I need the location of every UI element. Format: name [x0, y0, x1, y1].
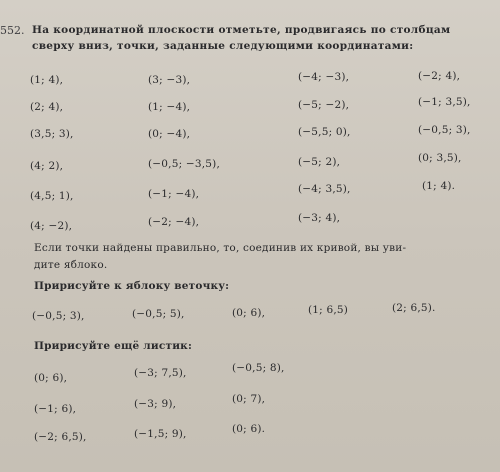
coord-c1-r5: (4,5; 1),: [30, 190, 74, 202]
coord-c4-r2: (−1; 3,5),: [418, 96, 471, 108]
coord-c1-r1: (1; 4),: [30, 74, 64, 86]
coord-c2-r1: (3; −3),: [148, 74, 191, 86]
leaf-c3-r2: (0; 7),: [232, 393, 266, 405]
coord-c2-r4: (−0,5; −3,5),: [148, 158, 220, 170]
coord-c1-r3: (3,5; 3),: [30, 128, 74, 140]
branch-heading: Пририсуйте к яблоку веточку:: [34, 280, 230, 292]
coord-c3-r1: (−4; −3),: [298, 71, 350, 83]
coord-c4-r1: (−2; 4),: [418, 70, 461, 82]
leaf-c2-r3: (−1,5; 9),: [134, 428, 187, 440]
leaf-heading: Пририсуйте ещё листик:: [34, 340, 193, 352]
coord-c4-r5: (1; 4).: [422, 180, 456, 192]
coord-c3-r6: (−3; 4),: [298, 212, 341, 224]
branch-point-2: (−0,5; 5),: [132, 308, 185, 320]
conclusion-line-1: Если точки найдены правильно, то, соединив их кривой, вы уви-: [34, 242, 407, 254]
conclusion-line-2: дите яблоко.: [34, 259, 108, 271]
coord-c2-r5: (−1; −4),: [148, 188, 200, 200]
leaf-c2-r2: (−3; 9),: [134, 398, 177, 410]
branch-point-4: (1; 6,5): [308, 304, 349, 316]
coord-c3-r5: (−4; 3,5),: [298, 183, 351, 195]
coord-c2-r2: (1; −4),: [148, 101, 191, 113]
coord-c3-r2: (−5; −2),: [298, 99, 350, 111]
coord-c3-r3: (−5,5; 0),: [298, 126, 351, 138]
coord-c2-r3: (0; −4),: [148, 128, 191, 140]
leaf-c1-r2: (−1; 6),: [34, 403, 77, 415]
task-line-1: На координатной плоскости отметьте, продвигаясь по столбцам: [32, 24, 451, 36]
leaf-c3-r3: (0; 6).: [232, 423, 266, 435]
coord-c1-r2: (2; 4),: [30, 101, 64, 113]
leaf-c1-r3: (−2; 6,5),: [34, 431, 87, 443]
task-number: 552.: [0, 24, 25, 37]
coord-c4-r4: (0; 3,5),: [418, 152, 462, 164]
coord-c4-r3: (−0,5; 3),: [418, 124, 471, 136]
coord-c1-r4: (4; 2),: [30, 160, 64, 172]
coord-c1-r6: (4; −2),: [30, 220, 73, 232]
leaf-c3-r1: (−0,5; 8),: [232, 362, 285, 374]
leaf-c2-r1: (−3; 7,5),: [134, 367, 187, 379]
task-line-2: сверху вниз, точки, заданные следующими координатами:: [32, 40, 414, 52]
branch-point-3: (0; 6),: [232, 307, 266, 319]
leaf-c1-r1: (0; 6),: [34, 372, 68, 384]
coord-c3-r4: (−5; 2),: [298, 156, 341, 168]
branch-point-1: (−0,5; 3),: [32, 310, 85, 322]
coord-c2-r6: (−2; −4),: [148, 216, 200, 228]
branch-point-5: (2; 6,5).: [392, 302, 436, 314]
